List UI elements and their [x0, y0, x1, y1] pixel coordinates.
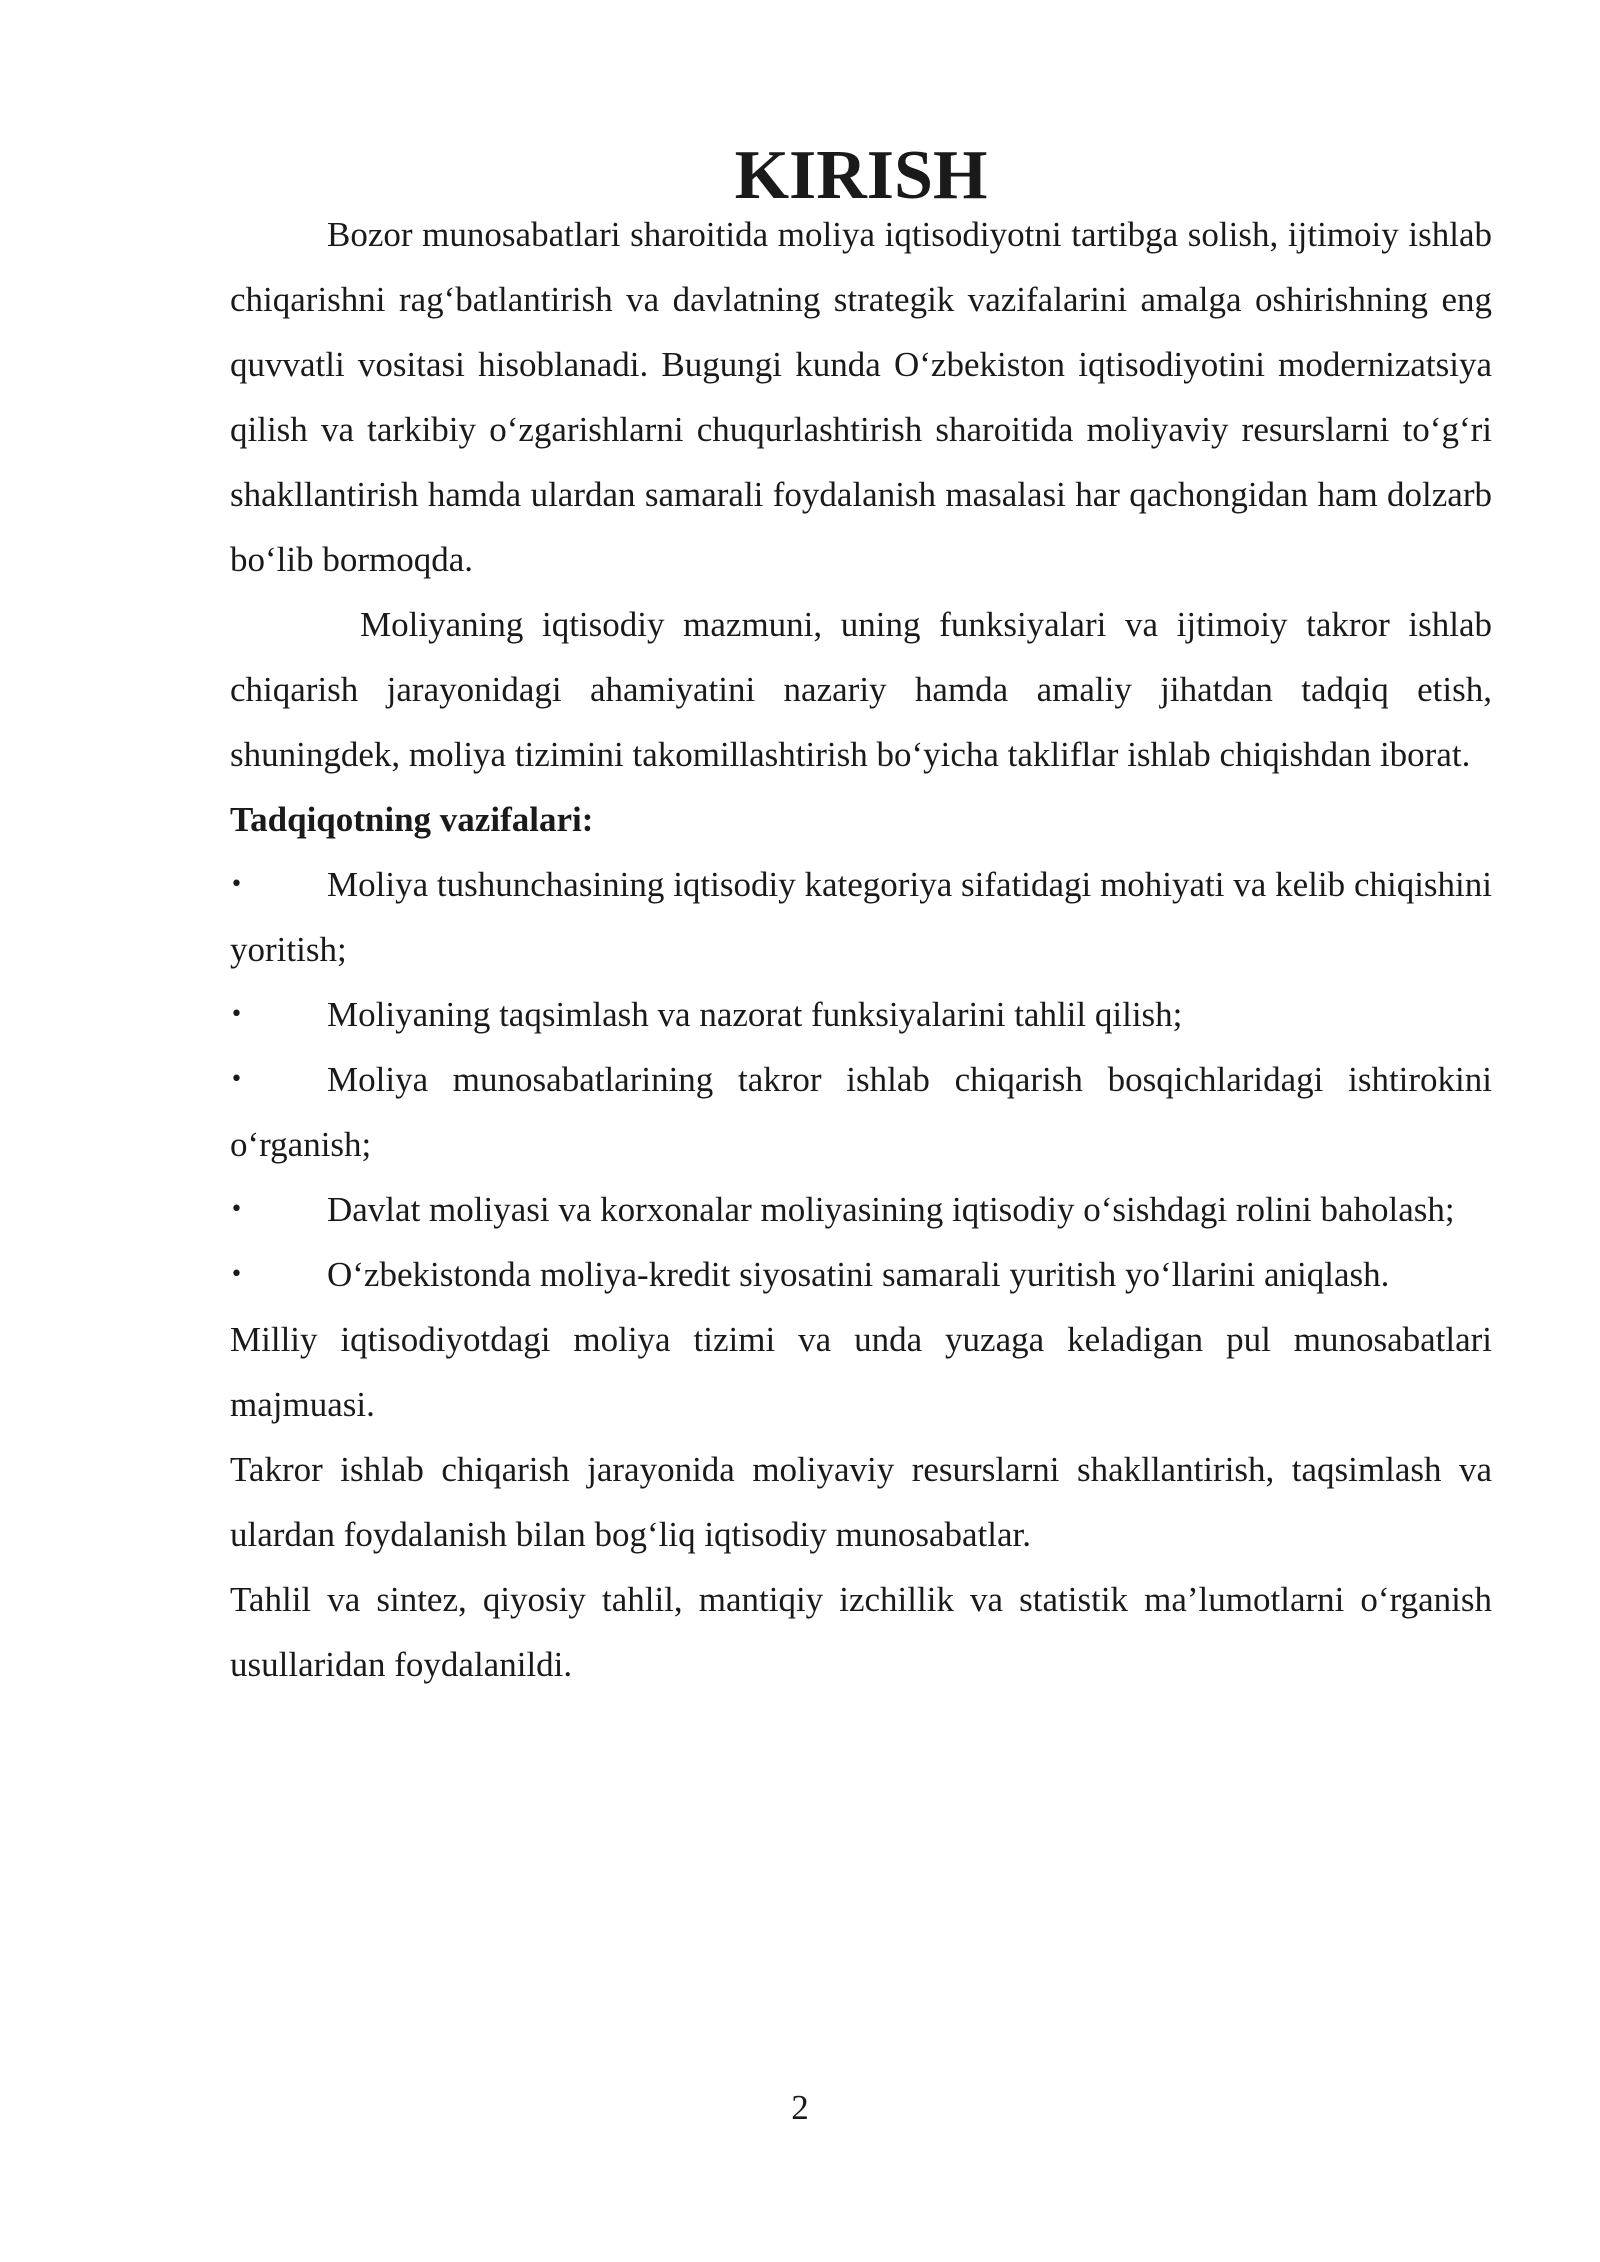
tasks-list: [230, 852, 1492, 1307]
intro-paragraph: Bozor munosabatlari sharoitida moliya iqtisodiyotni tartibga solish, ijtimoiy ishlab chiqarishni rag‘batlantirish va davlatning strategik vazifalarini amalga oshirishning eng quvvatli vositasi hisoblanadi. Bugungi kunda O‘zbekiston iqtisodiyotini modernizatsiya qilish va tarkibiy o‘zgarishlarni chuqurlashtirish sharoitida moliyaviy resurslarni to‘g‘ri shakllantirish hamda ulardan samarali foydalanish masalasi har qachongidan ham dolzarb bo‘lib bormoqda.: [230, 215, 1492, 579]
page-title: KIRISH: [734, 137, 988, 214]
tasks-heading: Tadqiqotning vazifalari:: [230, 800, 594, 839]
bullet-icon: •: [230, 1262, 243, 1287]
task-text: Davlat moliyasi va korxonalar moliyasining iqtisodiy o‘sishdagi rolini baholash;: [327, 1190, 1455, 1229]
subject-paragraph: Takror ishlab chiqarish jarayonida moliyaviy resurslarni shakllantirish, taqsimlash va ulardan foydalanish bilan bog‘liq iqtisodiy munosabatlar.: [230, 1450, 1492, 1554]
bullet-icon: •: [230, 1002, 243, 1027]
purpose-paragraph: Moliyaning iqtisodiy mazmuni, uning funksiyalari va ijtimoiy takror ishlab chiqarish jarayonidagi ahamiyatini nazariy hamda amaliy jihatdan tadqiq etish, shuningdek, moliya tizimini takomillashtirish bo‘yicha takliflar ishlab chiqishdan iborat.: [230, 605, 1492, 774]
page-content: [230, 137, 1492, 1697]
task-text: Moliyaning taqsimlash va nazorat funksiyalarini tahlil qilish;: [327, 995, 1183, 1034]
list-item: [230, 1177, 1492, 1242]
bullet-icon: •: [230, 1197, 243, 1222]
page-number: 2: [791, 2088, 809, 2127]
list-item: [230, 852, 1492, 982]
task-text: Moliya tushunchasining iqtisodiy kategoriya sifatidagi mohiyati va kelib chiqishini yoritish;: [230, 865, 1492, 969]
bullet-icon: •: [230, 872, 243, 897]
list-item: [230, 982, 1492, 1047]
methods-paragraph: Tahlil va sintez, qiyosiy tahlil, mantiqiy izchillik va statistik ma’lumotlarni o‘rganish usullaridan foydalanildi.: [230, 1580, 1492, 1684]
list-item: [230, 1242, 1492, 1307]
bullet-icon: •: [230, 1067, 243, 1092]
object-paragraph: Milliy iqtisodiyotdagi moliya tizimi va unda yuzaga keladigan pul munosabatlari majmuasi.: [230, 1320, 1492, 1424]
task-text: Moliya munosabatlarining takror ishlab chiqarish bosqichlaridagi ishtirokini o‘rganish;: [230, 1060, 1492, 1164]
task-text: O‘zbekistonda moliya-kredit siyosatini samarali yuritish yo‘llarini aniqlash.: [327, 1255, 1390, 1294]
list-item: [230, 1047, 1492, 1177]
